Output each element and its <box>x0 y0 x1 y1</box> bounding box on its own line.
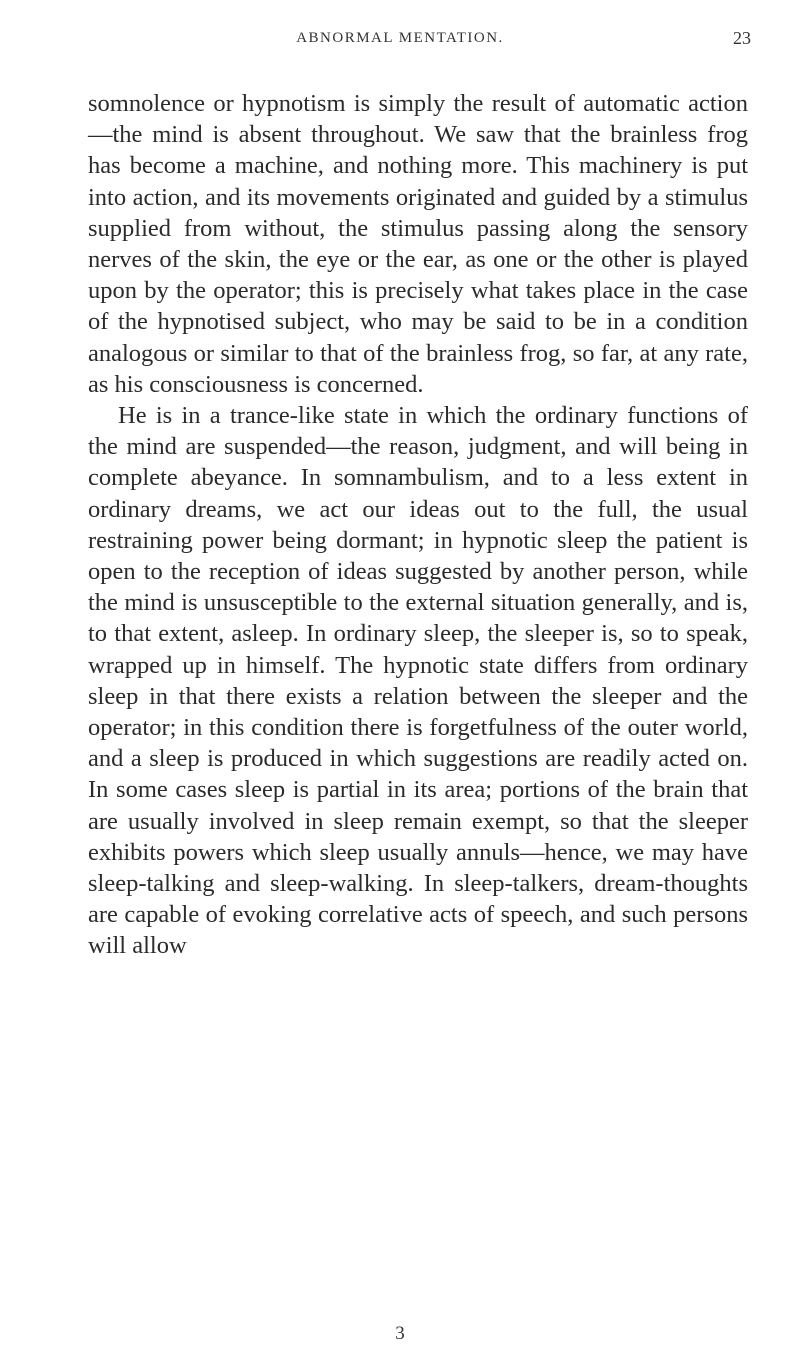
body-text <box>88 88 748 962</box>
paragraph-trance-state: He is in a trance-like state in which the ordinary functions of the mind are suspended—the reason, judgment, and will being in complete abeyance. In somnambulism, and to a less extent in ordinary dreams, we act our ideas out to the full, the usual restraining power being dormant; in hypnotic sleep the patient is open to the reception of ideas suggested by another person, while the mind is unsusceptible to the external situation generally, and is, to that extent, asleep. In ordinary sleep, the sleeper is, so to speak, wrapped up in himself. The hypnotic state differs from ordinary sleep in that there exists a relation between the sleeper and the operator; in this condition there is forgetfulness of the outer world, and a sleep is produced in which suggestions are readily acted on. In some cases sleep is partial in its area; portions of the brain that are usually involved in sleep remain exempt, so that the sleeper exhibits powers which sleep usually annuls—hence, we may have sleep-talking and sleep-walking. In sleep-talkers, dream-thoughts are capable of evoking correlative acts of speech, and such persons will allow <box>88 402 748 960</box>
running-title: ABNORMAL MENTATION. <box>296 30 504 46</box>
page-number: 23 <box>733 28 751 48</box>
signature-mark: 3 <box>395 1323 405 1344</box>
running-header <box>0 30 800 56</box>
paragraph-continuation: somnolence or hypnotism is simply the result of automatic action—the mind is absent throughout. We saw that the brainless frog has become a machine, and nothing more. This machinery is put into action, and its movements originated and guided by a stimulus supplied from without, the stimulus passing along the sensory nerves of the skin, the eye or the ear, as one or the other is played upon by the operator; this is precisely what takes place in the case of the hypnotised subject, who may be said to be in a condition analogous or similar to that of the brainless frog, so far, at any rate, as his consciousness is concerned. <box>88 90 748 398</box>
